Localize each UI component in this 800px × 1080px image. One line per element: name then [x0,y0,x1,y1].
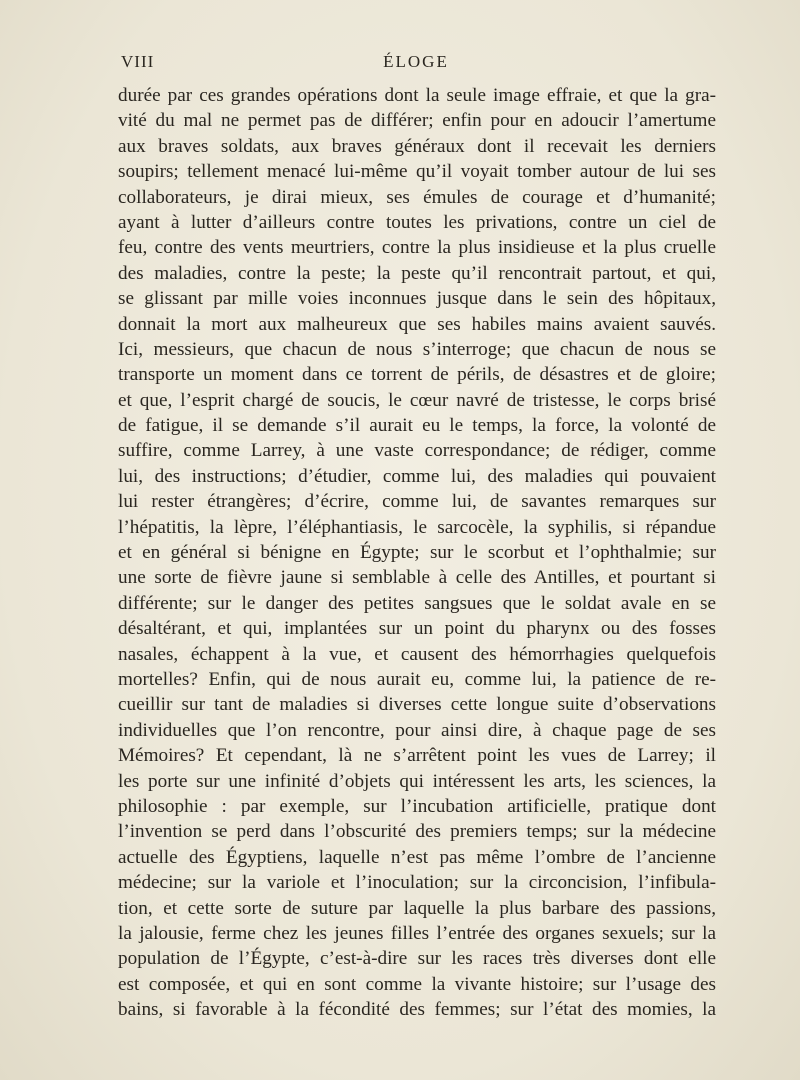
text-line: Mémoires? Et cependant, là ne s’arrêtent point les vues de Larrey; il [118,745,716,767]
text-line: désaltérant, et qui, implantées sur un point du pharynx ou des fosses [118,618,716,640]
text-line: feu, contre des vents meurtriers, contre la plus insidieuse et la plus cruelle [118,237,716,259]
text-line: lui, des instructions; d’étudier, comme lui, des maladies qui pouvaient [118,465,716,487]
text-line: population de l’Égypte, c’est-à-dire sur les races très diverses dont elle [118,948,716,970]
text-line: l’hépatitis, la lèpre, l’éléphantiasis, le sarcocèle, la syphilis, si répandue [118,516,716,538]
text-line: suffire, comme Larrey, à une vaste correspondance; de rédiger, comme [118,440,716,462]
text-line: tion, et cette sorte de suture par laquelle la plus barbare des passions, [118,897,716,919]
text-line: médecine; sur la variole et l’inoculation; sur la circoncision, l’infibula- [118,872,716,894]
text-line: se glissant par mille voies inconnues jusque dans le sein des hôpitaux, [118,288,716,310]
text-line: transporte un moment dans ce torrent de périls, de désastres et de gloire; [118,364,716,386]
text-line: Ici, messieurs, que chacun de nous s’interroge; que chacun de nous se [118,338,716,360]
text-line: philosophie : par exemple, sur l’incubation artificielle, pratique dont [118,795,716,817]
running-title: ÉLOGE [383,52,449,71]
text-line: différente; sur le danger des petites sangsues que le soldat avale en se [118,592,716,614]
text-line: mortelles? Enfin, qui de nous aurait eu, comme lui, la patience de re- [118,668,716,690]
text-line: vité du mal ne permet pas de différer; enfin pour en adoucir l’amertume [118,110,716,132]
text-line: l’invention se perd dans l’obscurité des premiers temps; sur la médecine [118,821,716,843]
page-header [121,52,711,78]
text-line: actuelle des Égyptiens, laquelle n’est pas même l’ombre de l’ancienne [118,846,716,868]
text-line: ayant à lutter d’ailleurs contre toutes les privations, contre un ciel de [118,211,716,233]
text-line: bains, si favorable à la fécondité des femmes; sur l’état des momies, la [118,999,716,1021]
text-line: individuelles que l’on rencontre, pour ainsi dire, à chaque page de ses [118,719,716,741]
text-line: donnait la mort aux malheureux que ses habiles mains avaient sauvés. [118,313,716,335]
text-line: est composée, et qui en sont comme la vivante histoire; sur l’usage des [118,973,716,995]
body-text [118,83,716,1022]
text-line: soupirs; tellement menacé lui-même qu’il voyait tomber autour de lui ses [118,161,716,183]
text-line: les porte sur une infinité d’objets qui intéressent les arts, les sciences, la [118,770,716,792]
text-line: nasales, échappent à la vue, et causent des hémorrhagies quelquefois [118,643,716,665]
text-line: et que, l’esprit chargé de soucis, le cœur navré de tristesse, le corps brisé [118,389,716,411]
text-line: une sorte de fièvre jaune si semblable à celle des Antilles, et pourtant si [118,567,716,589]
text-line: aux braves soldats, aux braves généraux dont il recevait les derniers [118,135,716,157]
text-line: des maladies, contre la peste; la peste qu’il rencontrait partout, et qui, [118,262,716,284]
text-line: durée par ces grandes opérations dont la seule image effraie, et que la gra- [118,85,716,106]
text-line: la jalousie, ferme chez les jeunes filles l’entrée des organes sexuels; sur la [118,922,716,944]
text-line: cueillir sur tant de maladies si diverses cette longue suite d’observations [118,694,716,716]
text-line: de fatigue, il se demande s’il aurait eu le temps, la force, la volonté de [118,415,716,437]
text-line: et en général si bénigne en Égypte; sur le scorbut et l’ophthalmie; sur [118,542,716,564]
text-line: lui rester étrangères; d’écrire, comme lui, de savantes remarques sur [118,491,716,513]
text-line: collaborateurs, je dirai mieux, ses émules de courage et d’humanité; [118,186,716,208]
page-number: VIII [121,52,155,71]
